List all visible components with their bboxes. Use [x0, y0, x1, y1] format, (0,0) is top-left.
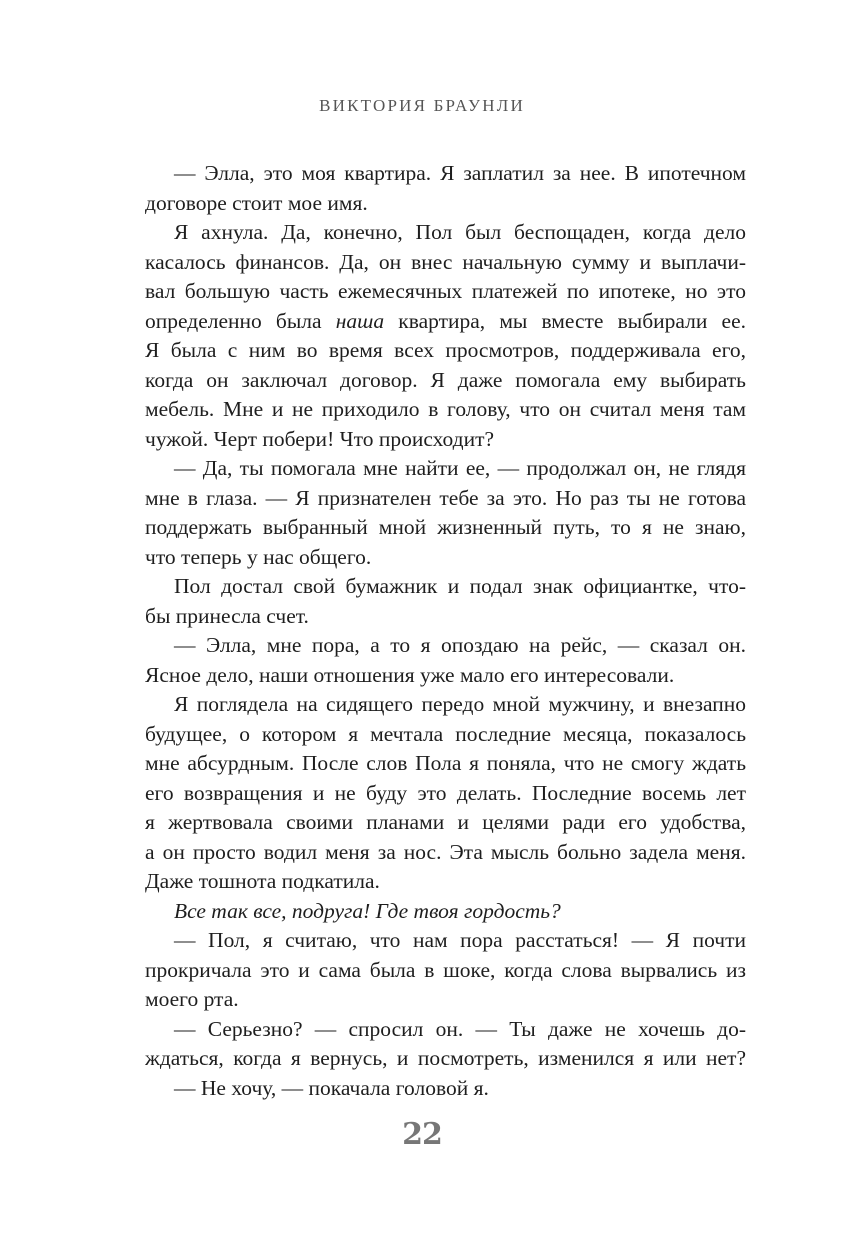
text-line: что теперь у нас общего.: [145, 544, 372, 569]
text-line: [145, 307, 746, 337]
text-line: мебель. Мне и не приходило в голову, что он считал меня там: [145, 397, 746, 421]
text-line: его возвращения и не буду это делать. Последние восемь лет: [145, 780, 746, 805]
text-line: когда он заключал договор. Я даже помогала ему выбирать: [145, 367, 746, 392]
text-line: Даже тошнота подкатила.: [145, 869, 380, 893]
text-line: — Да, ты помогала мне найти ее, — продолжал он, не глядя: [174, 456, 746, 480]
text-line: Я была с ним во время всех просмотров, поддерживала его,: [145, 338, 746, 362]
text-line: — Серьезно? — спросил он. — Ты даже не хочешь до-: [174, 1016, 746, 1041]
text-run: определенно была: [145, 308, 336, 333]
text-line: договоре стоит мое имя.: [145, 190, 368, 215]
body-text: [145, 159, 746, 1103]
text-line: поддержать выбранный мной жизненный путь, то я не знаю,: [145, 515, 746, 539]
text-line: — Элла, это моя квартира. Я заплатил за нее. В ипотечном: [174, 161, 746, 185]
text-line: а он просто водил меня за нос. Эта мысль больно задела меня.: [145, 839, 746, 864]
text-line: вал большую часть ежемесячных платежей по ипотеке, но это: [145, 279, 746, 303]
text-line: касалось финансов. Да, он внес начальную сумму и выплачи-: [145, 249, 746, 274]
text-run: квартира, мы вместе выбирали ее.: [384, 308, 746, 333]
text-line: — Не хочу, — покачала головой я.: [174, 1075, 489, 1100]
text-line: я жертвовала своими планами и целями ради его удобства,: [145, 810, 746, 834]
text-line: чужой. Черт побери! Что происходит?: [145, 426, 495, 451]
text-line: [145, 897, 746, 927]
text-line: мне в глаза. — Я признателен тебе за это. Но раз ты не готова: [145, 485, 746, 510]
text-line: — Элла, мне пора, а то я опоздаю на рейс, — сказал он.: [174, 633, 746, 657]
text-line: — Пол, я считаю, что нам пора расстаться! — Я почти: [174, 928, 746, 952]
text-line: Ясное дело, наши отношения уже мало его интересовали.: [145, 662, 675, 687]
text-line: Я поглядела на сидящего передо мной мужчину, и внезапно: [174, 692, 746, 716]
text-line: бы принесла счет.: [145, 603, 309, 628]
text-line: будущее, о котором я мечтала последние месяца, показалось: [145, 721, 746, 746]
running-head: ВИКТОРИЯ БРАУНЛИ: [319, 96, 525, 115]
emphasis-text: наша: [335, 308, 385, 333]
text-line: моего рта.: [145, 987, 239, 1011]
text-line: Пол достал свой бумажник и подал знак официантке, что-: [174, 574, 746, 598]
text-line: прокричала это и сама была в шоке, когда слова вырвались из: [145, 957, 746, 982]
emphasis-text: Все так все, подруга! Где твоя гордость?: [174, 898, 561, 923]
text-line: Я ахнула. Да, конечно, Пол был беспощаден, когда дело: [174, 220, 746, 244]
text-line: мне абсурдным. После слов Пола я поняла, что не смогу ждать: [145, 751, 746, 775]
text-line: ждаться, когда я вернусь, и посмотреть, изменился я или нет?: [145, 1046, 746, 1070]
page-number: 22: [402, 1117, 442, 1152]
